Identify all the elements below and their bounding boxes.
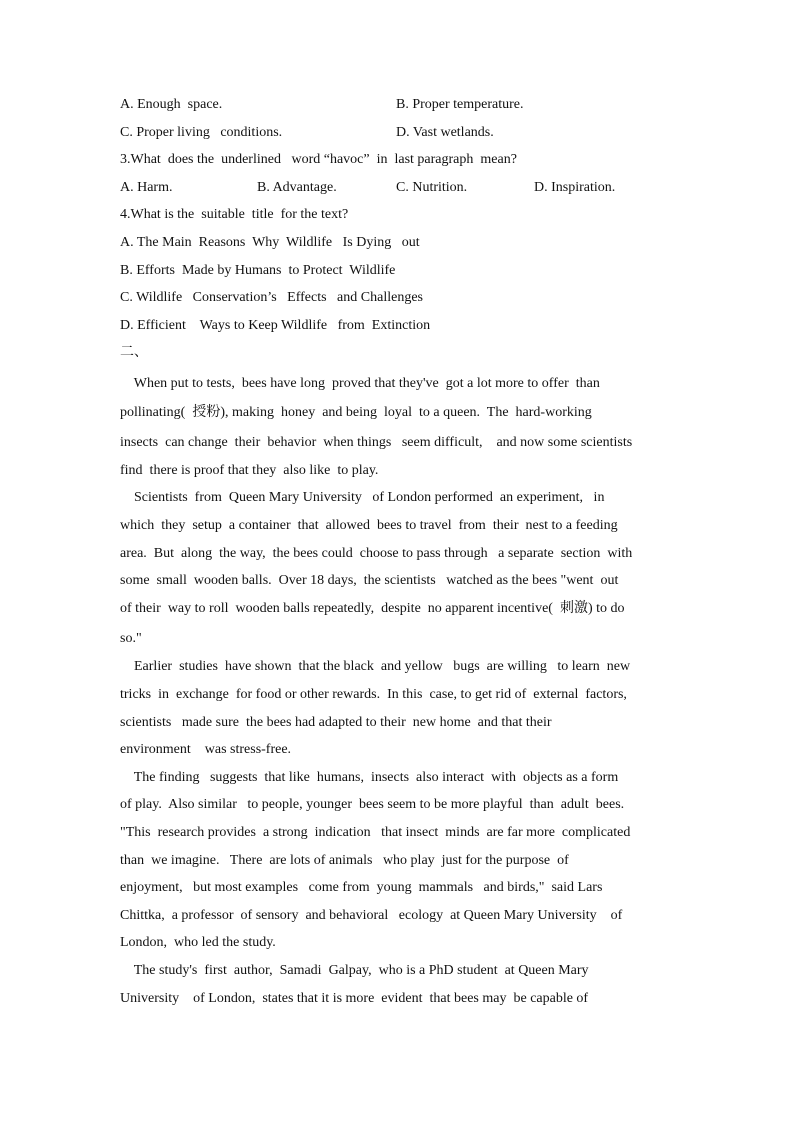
passage-line: The study's first author, Samadi Galpay, who is a PhD student at Queen Mary bbox=[120, 963, 589, 978]
passage-line: insects can change their behavior when things seem difficult, and now some scientists bbox=[120, 435, 633, 450]
passage-line: some small wooden balls. Over 18 days, the scientists watched as the bees "went out bbox=[120, 573, 619, 588]
q4-option-b: B. Efforts Made by Humans to Protect Wildlife bbox=[120, 263, 396, 278]
passage-line: pollinating( 授粉), making honey and being loyal to a queen. The hard-working bbox=[120, 405, 592, 420]
passage-line: tricks in exchange for food or other rewards. In this case, to get rid of external factors, bbox=[120, 687, 627, 702]
passage-line: scientists made sure the bees had adapted to their new home and that their bbox=[120, 715, 552, 730]
q3-option-c: C. Nutrition. bbox=[396, 180, 468, 195]
q3-stem: 3.What does the underlined word “havoc” in last paragraph mean? bbox=[120, 152, 517, 167]
passage-line: University of London, states that it is more evident that bees may be capable of bbox=[120, 991, 589, 1006]
passage-line: London, who led the study. bbox=[120, 935, 276, 950]
passage-line: than we imagine. There are lots of animals who play just for the purpose of bbox=[120, 853, 569, 868]
q2-option-c: C. Proper living conditions. bbox=[120, 125, 283, 140]
passage-line: so." bbox=[120, 631, 142, 646]
passage-line: of their way to roll wooden balls repeatedly, despite no apparent incentive( 刺激) to do bbox=[120, 601, 625, 616]
passage-line: Scientists from Queen Mary University of London performed an experiment, in bbox=[120, 490, 605, 505]
q4-option-c: C. Wildlife Conservation’s Effects and Challenges bbox=[120, 290, 423, 305]
passage-line: "This research provides a strong indication that insect minds are far more complicated bbox=[120, 825, 631, 840]
passage-line: area. But along the way, the bees could choose to pass through a separate section with bbox=[120, 546, 633, 561]
q3-option-b: B. Advantage. bbox=[257, 180, 337, 195]
passage-line: The finding suggests that like humans, insects also interact with objects as a form bbox=[120, 770, 619, 785]
passage-line: Chittka, a professor of sensory and behavioral ecology at Queen Mary University of bbox=[120, 908, 623, 923]
q4-stem: 4.What is the suitable title for the text? bbox=[120, 207, 349, 222]
passage-line: When put to tests, bees have long proved that they've got a lot more to offer than bbox=[120, 376, 600, 391]
section-heading: 二、 bbox=[120, 345, 148, 360]
passage-line: environment was stress-free. bbox=[120, 742, 292, 757]
q2-option-d: D. Vast wetlands. bbox=[396, 125, 494, 140]
q4-option-d: D. Efficient Ways to Keep Wildlife from Extinction bbox=[120, 318, 431, 333]
passage-line: find there is proof that they also like to play. bbox=[120, 463, 379, 478]
passage-line: of play. Also similar to people, younger bees seem to be more playful than adult bees. bbox=[120, 797, 625, 812]
passage-line: enjoyment, but most examples come from young mammals and birds," said Lars bbox=[120, 880, 603, 895]
q4-option-a: A. The Main Reasons Why Wildlife Is Dying out bbox=[120, 235, 420, 250]
q3-option-d: D. Inspiration. bbox=[534, 180, 616, 195]
passage-line: Earlier studies have shown that the black and yellow bugs are willing to learn new bbox=[120, 659, 631, 674]
passage-line: which they setup a container that allowed bees to travel from their nest to a feeding bbox=[120, 518, 618, 533]
q3-option-a: A. Harm. bbox=[120, 180, 173, 195]
q2-option-a: A. Enough space. bbox=[120, 97, 223, 112]
q2-option-b: B. Proper temperature. bbox=[396, 97, 524, 112]
